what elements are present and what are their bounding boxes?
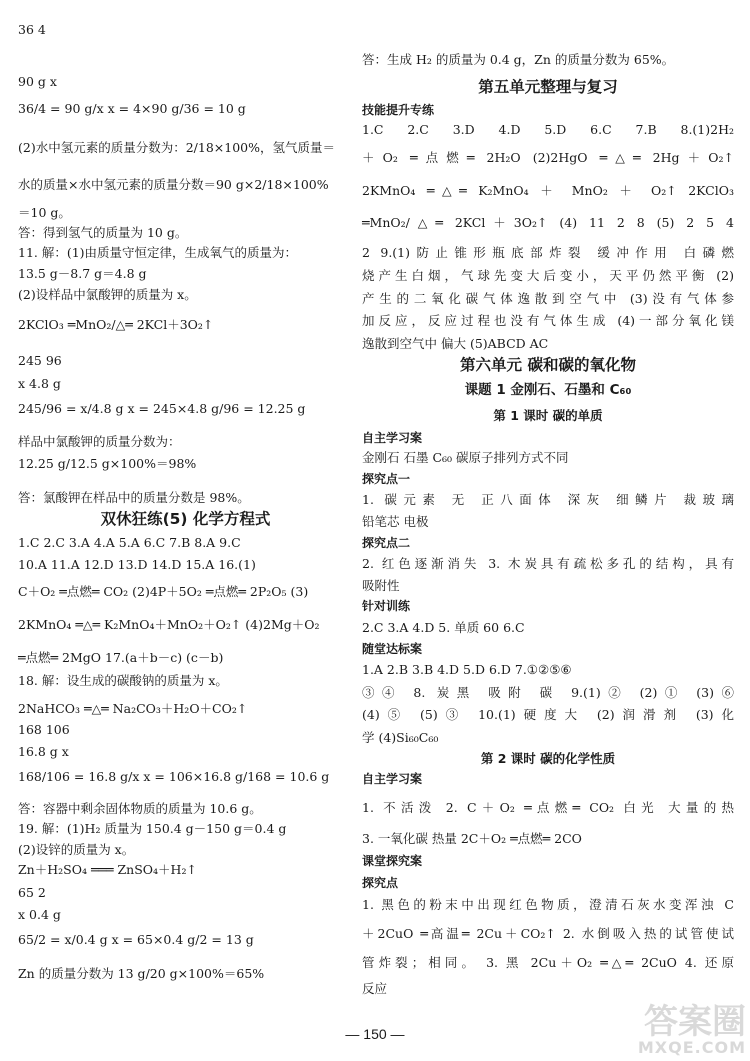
subsection-label: 探究点二 xyxy=(362,536,411,550)
answer-line: 烧产生白烟，气球先变大后变小，天平仍然平衡 (2) xyxy=(362,268,734,283)
answer-line: Zn 的质量分数为 13 g/20 g×100%＝65% xyxy=(18,966,265,981)
answer-line: 2KClO₃ ═MnO₂/△═ 2KCl＋3O₂↑ xyxy=(18,317,214,332)
subsection-label: 自主学习案 xyxy=(362,431,423,445)
answer-line: 18. 解：设生成的碳酸钠的质量为 x。 xyxy=(18,673,228,688)
answer-line: 2.C 3.A 4.D 5. 单质 60 6.C xyxy=(362,620,525,635)
section-heading: 课题 1 金刚石、石墨和 C₆₀ xyxy=(464,382,632,398)
answer-line: ═点燃═ 2MgO 17.(a＋b－c) (c－b) xyxy=(18,650,224,665)
answer-line: 答：容器中剩余固体物质的质量为 10.6 g。 xyxy=(18,801,262,816)
subsection-label: 随堂达标案 xyxy=(362,642,423,656)
answer-line: 11. 解：(1)由质量守恒定律，生成氧气的质量为： xyxy=(18,245,298,260)
answer-line: 13.5 g－8.7 g＝4.8 g xyxy=(18,266,147,281)
subsection-label: 探究点 xyxy=(362,876,399,890)
answer-line: 2NaHCO₃ ═△═ Na₂CO₃＋H₂O＋CO₂↑ xyxy=(18,701,248,716)
answer-line: 245/96 = x/4.8 g x = 245×4.8 g/96 = 12.25 g xyxy=(18,401,306,416)
answer-line: 65/2 = x/0.4 g x = 65×0.4 g/2 = 13 g xyxy=(18,932,254,947)
answer-line: 168 106 xyxy=(18,722,70,737)
answer-line: 答：得到氢气的质量为 10 g。 xyxy=(18,225,188,240)
answer-line: 10.A 11.A 12.D 13.D 14.D 15.A 16.(1) xyxy=(18,557,256,572)
answer-line: 12.25 g/12.5 g×100%＝98% xyxy=(18,456,197,471)
answer-line: 管炸裂；相同。 3. 黑 2Cu＋O₂ ═△═ 2CuO 4. 还原 xyxy=(362,955,734,970)
answer-line: x 0.4 g xyxy=(18,907,61,922)
answer-line: 金刚石 石墨 C₆₀ 碳原子排列方式不同 xyxy=(362,450,569,465)
answer-line: ＋2CuO ═高温═ 2Cu＋CO₂↑ 2. 水倒吸入热的试管使试 xyxy=(362,926,734,941)
answer-line: 吸附性 xyxy=(362,578,400,593)
answer-line: ＝10 g。 xyxy=(18,205,71,220)
answer-line: 答：氯酸钾在样品中的质量分数是 98%。 xyxy=(18,490,250,505)
answer-line: 2 9.(1)防止锥形瓶底部炸裂 缓冲作用 白磷燃 xyxy=(362,245,734,260)
subsection-label: 探究点一 xyxy=(362,472,411,486)
answer-line: (2)设样品中氯酸钾的质量为 x。 xyxy=(18,287,197,302)
answer-line: Zn＋H₂SO₄ ═══ ZnSO₄＋H₂↑ xyxy=(18,862,197,877)
answer-line: C＋O₂ ═点燃═ CO₂ (2)4P＋5O₂ ═点燃═ 2P₂O₅ (3) xyxy=(18,584,309,599)
answer-line: 水的质量×水中氢元素的质量分数＝90 g×2/18×100% xyxy=(18,177,329,192)
answer-line: 90 g x xyxy=(18,74,57,89)
answer-line: 逸散到空气中 偏大 (5)ABCD AC xyxy=(362,336,549,351)
answer-line: ＋O₂ ═点燃═ 2H₂O (2)2HgO ═△═ 2Hg＋O₂↑ xyxy=(362,150,734,165)
answer-line: 2KMnO₄ ═△═ K₂MnO₄＋MnO₂＋O₂↑ (4)2Mg＋O₂ xyxy=(18,617,320,632)
answer-line: 样品中氯酸钾的质量分数为： xyxy=(18,434,181,449)
answer-line: (2)设锌的质量为 x。 xyxy=(18,842,135,857)
section-heading: 第六单元 碳和碳的氧化物 xyxy=(460,356,636,374)
watermark-text: 答案圈 xyxy=(644,1002,746,1042)
answer-line: ③④ 8. 炭黑 吸附 碳 9.(1)② (2)① (3)⑥ xyxy=(362,685,734,700)
answer-line: 产生的二氧化碳气体逸散到空气中 (3)没有气体参 xyxy=(362,291,734,306)
answer-line: 1.A 2.B 3.B 4.D 5.D 6.D 7.①②⑤⑥ xyxy=(362,662,572,677)
subsection-label: 技能提升专练 xyxy=(362,103,435,117)
answer-line: 1. 黑色的粉末中出现红色物质，澄清石灰水变浑浊 C xyxy=(362,897,734,912)
answer-line: 1. 不活泼 2. C＋O₂ ═点燃═ CO₂ 白光 大量的热 xyxy=(362,800,734,815)
answer-line: 1.C 2.C 3.A 4.A 5.A 6.C 7.B 8.A 9.C xyxy=(18,535,241,550)
page-number: — 150 — xyxy=(345,1026,405,1042)
answer-line: 36/4 = 90 g/x x = 4×90 g/36 = 10 g xyxy=(18,101,246,116)
answer-line: (4)⑤ (5)③ 10.(1)硬度大 (2)润滑剂 (3)化 xyxy=(362,707,734,722)
subsection-label: 针对训练 xyxy=(362,599,411,613)
section-heading: 第五单元整理与复习 xyxy=(478,78,618,96)
watermark-logo xyxy=(637,1002,746,1057)
answer-line: 36 4 xyxy=(18,22,46,37)
answer-line: 反应 xyxy=(362,981,388,996)
answer-line: 学 (4)Si₆₀C₆₀ xyxy=(362,730,439,745)
answer-line: 3. 一氧化碳 热量 2C＋O₂ ═点燃═ 2CO xyxy=(362,831,582,846)
answer-line: 2. 红色逐渐消失 3. 木炭具有疏松多孔的结构，具有 xyxy=(362,556,734,571)
section-heading: 双休狂练(5) 化学方程式 xyxy=(100,510,271,528)
watermark-url: MXQE.COM xyxy=(637,1038,746,1057)
subsection-label: 自主学习案 xyxy=(362,772,423,786)
answer-line: 65 2 xyxy=(18,885,46,900)
answer-line: 答：生成 H₂ 的质量为 0.4 g，Zn 的质量分数为 65%。 xyxy=(362,52,675,67)
answer-line: 245 96 xyxy=(18,353,62,368)
answer-line: 19. 解：(1)H₂ 质量为 150.4 g－150 g＝0.4 g xyxy=(18,821,287,836)
answer-line: 168/106 = 16.8 g/x x = 106×16.8 g/168 = 10.6 g xyxy=(18,769,330,784)
answer-line: 1.C 2.C 3.D 4.D 5.D 6.C 7.B 8.(1)2H₂ xyxy=(362,122,734,137)
answer-line: ═MnO₂/△═ 2KCl＋3O₂↑ (4) 11 2 8 (5) 2 5 4 xyxy=(362,215,734,230)
answer-line: 铅笔芯 电极 xyxy=(362,514,429,529)
answer-line: 2KMnO₄ ═△═ K₂MnO₄ ＋ MnO₂ ＋ O₂↑ 2KClO₃ xyxy=(362,183,734,198)
answer-line: x 4.8 g xyxy=(18,376,61,391)
section-heading: 第 2 课时 碳的化学性质 xyxy=(480,751,616,766)
answer-line: 16.8 g x xyxy=(18,744,69,759)
answer-line: 1. 碳元素 无 正八面体 深灰 细鳞片 裁玻璃 xyxy=(362,492,734,507)
answer-line: 加反应，反应过程也没有气体生成 (4)一部分氧化镁 xyxy=(362,313,734,328)
section-heading: 第 1 课时 碳的单质 xyxy=(493,408,603,423)
answer-line: (2)水中氢元素的质量分数为：2/18×100%，氢气质量＝ xyxy=(18,140,335,155)
subsection-label: 课堂探究案 xyxy=(362,854,423,868)
